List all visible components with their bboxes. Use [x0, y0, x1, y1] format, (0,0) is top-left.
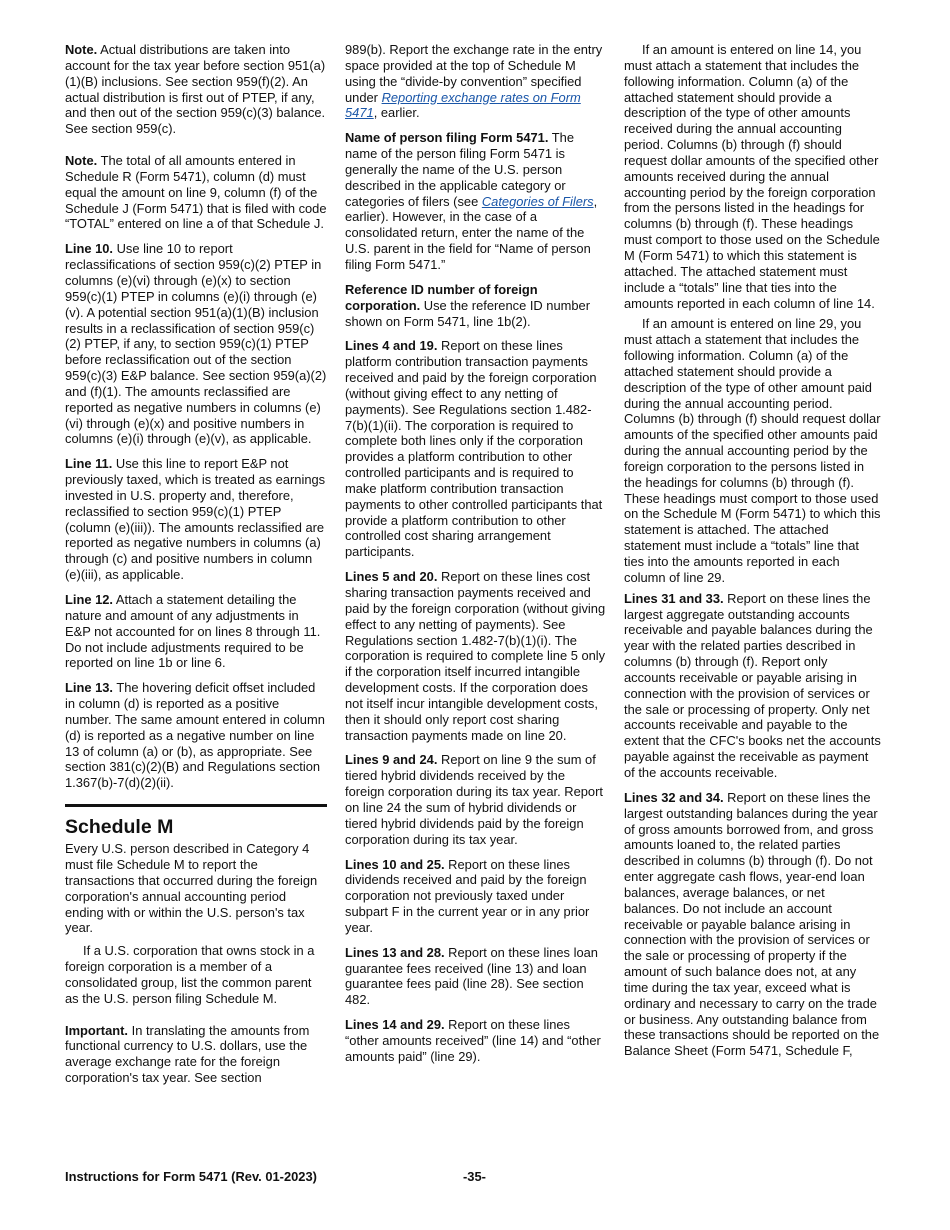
lines-10-25-paragraph: Lines 10 and 25. Report on these lines dividends received and paid by the foreign corporation not previously taxed under subpart F in the current year or in any prior year.: [345, 856, 590, 935]
line-10-paragraph: Line 10. Use line 10 to report reclassifications of section 959(c)(2) PTEP in columns (e)(vi) through (e)(x) to section 959(c)(1) PTEP in columns (e)(i) through (e)(v). A potential section 951(a)(1)(B) inclusion results in a reclassification of section 959(c)(2) PTEP, if any, to section 959(c)(1) PTEP before reclassification out of the section 959(c)(3) E&P balance. See section 959(a)(2) and (f)(1). The amounts reclassified are reported as negative numbers in columns (e)(vi) through (e)(x) and positive numbers in columns (e)(i) through (e)(v), as applicable.: [65, 241, 327, 447]
schedule-m-paragraph: If a U.S. corporation that owns stock in a foreign corporation is a member of a consolidated group, list the common parent as the U.S. person filing Schedule M.: [65, 943, 315, 1006]
exchange-rates-link[interactable]: Reporting exchange rates on Form 5471: [345, 89, 581, 121]
schedule-m-paragraph: Every U.S. person described in Category 4 must file Schedule M to report the transactions that occurred during the foreign corporation's annual accounting period ending with or within the U.S. person's tax year.: [65, 841, 318, 936]
reference-id-paragraph: Reference ID number of foreign corporation. Use the reference ID number shown on Form 5471, line 1b(2).: [345, 281, 591, 329]
column-middle: [345, 42, 607, 1074]
line-29-statement-paragraph: If an amount is entered on line 29, you must attach a statement that includes the following information. Column (a) of the attached statement should provide a description of the type of other amount paid during the annual accounting period. Columns (b) through (f) should request dollar amounts of the specified other amounts paid during the annual accounting period by the foreign corporation to the persons listed in the headings for columns (b) through (f). These headings must comport to those used on the Schedule M (Form 5471) to which this statement is attached. The attached statement must include a “totals” line that ties into the amounts reported in each column of line 29.: [624, 316, 881, 585]
note-paragraph: Note. Actual distributions are taken into account for the tax year before section 951(a)(1)(B) inclusions. See section 959(f)(2). An actual distribution is first out of PTEP, if any, and then out of the section 959(c)(3) balance. See section 959(c).: [65, 42, 326, 137]
lines-13-28-paragraph: Lines 13 and 28. Report on these lines loan guarantee fees received (line 13) and loan guarantee fees paid (line 28). See section 482.: [345, 944, 598, 1008]
continued-paragraph: 989(b). Report the exchange rate in the entry space provided at the top of Schedule M using the “divide-by convention” specified under Reporting exchange rates on Form 5471, earlier.: [345, 42, 603, 121]
line-11-paragraph: Line 11. Use this line to report E&P not previously taxed, which is treated as earnings invested in U.S. property and, therefore, reclassified to section 959(c)(1) PTEP (column (e)(iii)). The amounts reclassified are reported as negative numbers in columns (a) through (c) and positive numbers in column (e)(iii), as applicable.: [65, 456, 326, 583]
line-12-paragraph: Line 12. Attach a statement detailing the nature and amount of any adjustments in E&P not accounted for on lines 8 through 11. Do not include adjustments required to be reported on line 1b or line 6.: [65, 592, 321, 671]
lines-14-29-paragraph: Lines 14 and 29. Report on these lines “other amounts received” (line 14) and “other amounts paid” (line 29).: [345, 1017, 601, 1064]
lines-4-19-paragraph: Lines 4 and 19. Report on these lines platform contribution transaction payments received and paid by the foreign corporation (without giving effect to any netting of payments). See Regulations section 1.482-7(b)(1)(ii). The corporation is required to complete both lines only if the corporation provides a platform contribution to other controlled participants and is required to make platform contribution transaction payments to other controlled participants that provide a platform contribution to other controlled cost sharing arrangement participants.: [345, 338, 603, 560]
lines-9-24-paragraph: Lines 9 and 24. Report on line 9 the sum of tiered hybrid dividends received by the foreign corporation during its tax year. Report on line 24 the sum of hybrid dividends or tiered hybrid dividends paid by the foreign corporation during its tax year.: [345, 752, 603, 847]
column-left: [65, 42, 327, 1095]
lines-32-34-paragraph: Lines 32 and 34. Report on these lines the largest outstanding balances during the year of gross amounts borrowed from, and gross amounts loaned to, the related parties described in columns (b) through (f). Do not enter aggregate cash flows, year-end loan balances, average balances, or net balances. Do not include an account receivable or payable balance arising in connection with the provision of services or the sale or processing of property if the amount of such balance does not, at any time during the tax year, exceed what is ordinary and necessary to carry on the trade or business. Any outstanding balance from these transactions should be reported on the Balance Sheet (Form 5471, Schedule F,: [624, 789, 880, 1059]
page-number: -35-: [463, 1169, 486, 1184]
name-of-person-paragraph: Name of person filing Form 5471. The name of the person filing Form 5471 is generally the name of the U.S. person described in the applicable category or categories of filers (see Categories of Filers, earlier). However, in the case of a consolidated return, enter the name of the U.S. parent in the field for “Name of person filing Form 5471.”: [345, 130, 598, 272]
note-paragraph: Note. The total of all amounts entered in Schedule R (Form 5471), column (d) must equal the amount on line 9, column (f) of the Schedule J (Form 5471) that is filed with code “TOTAL” entered on line a of that Schedule J.: [65, 153, 327, 232]
section-heading: Schedule M: [65, 816, 174, 839]
column-right: [624, 42, 882, 1068]
lines-31-33-paragraph: Lines 31 and 33. Report on these lines the largest aggregate outstanding accounts receivable and payable balances during the year with the related parties described in columns (b) through (f). Report only accounts receivable or payable arising in connection with the provision of services or the sale or processing of property. Only net accounts receivable and payable to the extent that the CFC's books net the accounts payable against the receivable as payment of the accounts receivable.: [624, 590, 881, 780]
important-paragraph: Important. In translating the amounts from functional currency to U.S. dollars, use the average exchange rate for the foreign corporation's tax year. See section: [65, 1022, 310, 1086]
line-14-statement-paragraph: If an amount is entered on line 14, you must attach a statement that includes the following information. Column (a) of the attached statement should provide a description of the type of other amounts received during the annual accounting period. Columns (b) through (f) should request dollar amounts of the specified other amounts received during the annual accounting period by the foreign corporation from the persons listed in the headings for columns (b) through (f). These headings must comport to those used on the Schedule M (Form 5471) to which this statement is attached. The attached statement must include a “totals” line that ties into the amounts reported in each column of line 14.: [624, 42, 880, 311]
line-13-paragraph: Line 13. The hovering deficit offset included in column (d) is reported as a positive number. The same amount entered in column (d) is reported as a negative number on line 13 of column (a) or (b), as appropriate. See section 381(c)(2)(B) and Regulations section 1.367(b)-7(d)(2)(ii).: [65, 680, 325, 791]
categories-of-filers-link[interactable]: Categories of Filers: [481, 193, 594, 209]
section-divider: [65, 804, 327, 807]
lines-5-20-paragraph: Lines 5 and 20. Report on these lines cost sharing transaction payments received and paid by the foreign corporation (without giving effect to any netting of payments). See Regulations section 1.482-7(b)(1)(i). The corporation is required to complete line 5 only if the corporation itself incurred intangible development costs. If the corporation does not itself incur intangible development costs, then it should only report cost sharing transaction payments made on line 20.: [345, 569, 606, 743]
footer-form-title: Instructions for Form 5471 (Rev. 01-2023): [65, 1169, 317, 1184]
